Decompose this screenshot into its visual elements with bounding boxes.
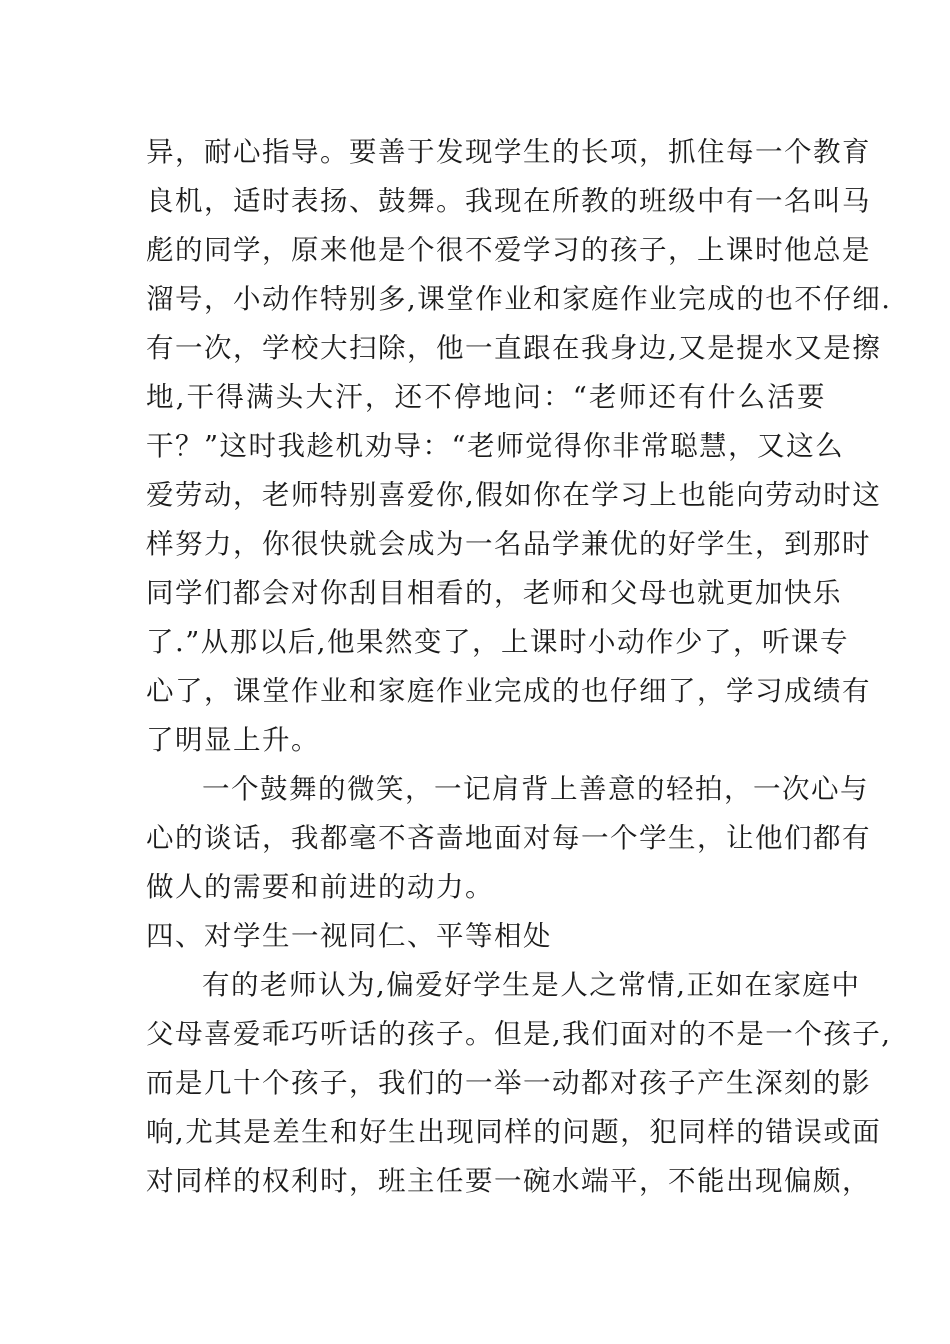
- paragraph-line: 样努力，你很快就会成为一名品学兼优的好学生，到那时: [146, 528, 871, 560]
- paragraph-line: 了.”从那以后,他果然变了，上课时小动作少了，听课专: [146, 626, 850, 658]
- paragraph-line: 干？”这时我趁机劝导：“老师觉得你非常聪慧，又这么: [146, 430, 845, 462]
- paragraph-line: 对同样的权利时，班主任要一碗水端平，不能出现偏颇，: [146, 1165, 871, 1197]
- paragraph-line: 异，耐心指导。要善于发现学生的长项，抓住每一个教育: [146, 136, 871, 168]
- paragraph-line: 心的谈话，我都毫不吝啬地面对每一个学生，让他们都有: [146, 822, 871, 854]
- paragraph-line: 同学们都会对你刮目相看的，老师和父母也就更加快乐: [146, 577, 842, 609]
- paragraph-line: 父母喜爱乖巧听话的孩子。但是,我们面对的不是一个孩子,: [146, 1018, 892, 1050]
- paragraph-line: 有的老师认为,偏爱好学生是人之常情,正如在家庭中: [202, 969, 861, 1001]
- paragraph-line: 有一次，学校大扫除，他一直跟在我身边,又是提水又是擦: [146, 332, 882, 364]
- paragraph-line: 溜号，小动作特别多,课堂作业和家庭作业完成的也不仔细.: [146, 283, 892, 315]
- paragraph-line: 做人的需要和前进的动力。: [146, 871, 494, 903]
- paragraph-line: 地,干得满头大汗，还不停地问：“老师还有什么活要: [146, 381, 826, 413]
- paragraph-line: 心了，课堂作业和家庭作业完成的也仔细了，学习成绩有: [146, 675, 871, 707]
- paragraph-line: 爱劳动，老师特别喜爱你,假如你在学习上也能向劳动时这: [146, 479, 882, 511]
- section-heading: 四、对学生一视同仁、平等相处: [146, 920, 552, 952]
- paragraph-line: 彪的同学，原来他是个很不爱学习的孩子，上课时他总是: [146, 234, 871, 266]
- paragraph-line: 一个鼓舞的微笑，一记肩背上善意的轻拍，一次心与: [202, 773, 869, 805]
- paragraph-line: 而是几十个孩子，我们的一举一动都对孩子产生深刻的影: [146, 1067, 871, 1099]
- paragraph-line: 响,尤其是差生和好生出现同样的问题，犯同样的错误或面: [146, 1116, 882, 1148]
- paragraph-line: 良机，适时表扬、鼓舞。我现在所教的班级中有一名叫马: [146, 185, 871, 217]
- paragraph-line: 了明显上升。: [146, 724, 320, 756]
